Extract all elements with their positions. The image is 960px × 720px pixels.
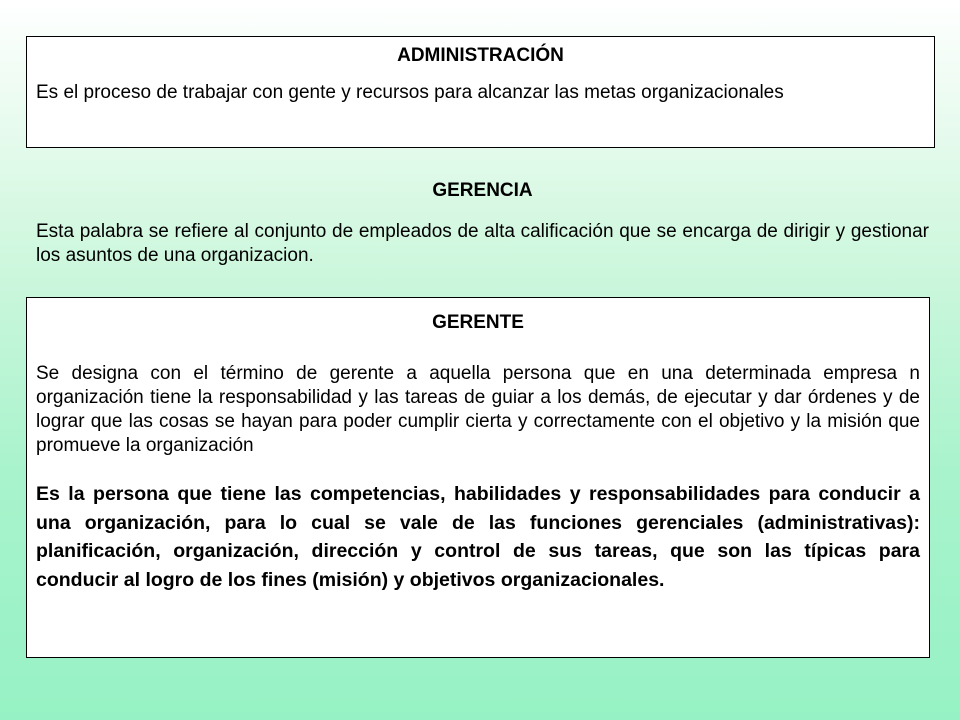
gerencia-section [36, 180, 929, 268]
administracion-definition: Es el proceso de trabajar con gente y recursos para alcanzar las metas organizacionales [36, 82, 784, 103]
gerente-title: GERENTE [432, 312, 524, 333]
gerente-box [26, 297, 930, 658]
administracion-title: ADMINISTRACIÓN [397, 45, 564, 66]
administracion-box [26, 36, 935, 148]
gerente-bold-definition: Es la persona que tiene las competencias, habilidades y responsabilidades para conducir a una organización, para lo cual se vale de las funciones gerenciales (administrativas): planificación, organización, dirección y control de sus tareas, que son las típicas para conducir al logro de los fines (misión) y objetivos organizacionales. [36, 483, 920, 591]
gerencia-definition: Esta palabra se refiere al conjunto de empleados de alta calificación que se encarga de dirigir y gestionar los asuntos de una organizacion. [36, 221, 929, 266]
gerencia-title: GERENCIA [432, 180, 533, 201]
gerente-definition: Se designa con el término de gerente a aquella persona que en una determinada empresa n organización tiene la responsabilidad y las tareas de guiar a los demás, de ejecutar y dar órdenes y de lograr que las cosas se hayan para poder cumplir cierta y correctamente con el objetivo y la misión que promueve la organización [36, 363, 920, 456]
